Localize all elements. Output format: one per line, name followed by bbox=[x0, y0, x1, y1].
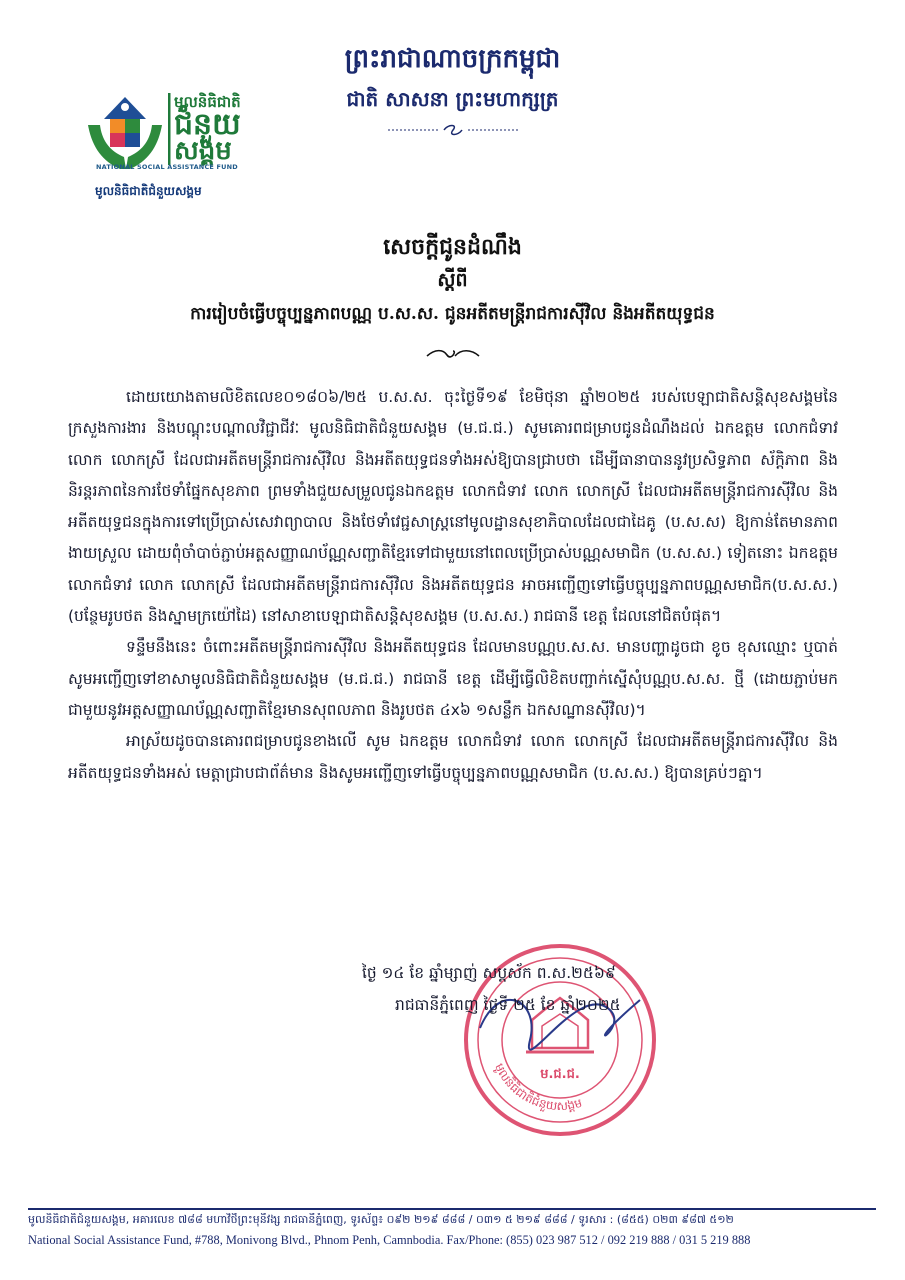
document-subject: ការរៀបចំធ្វើបច្ចុប្បន្នភាពបណ្ណ ប.ស.ស. ជូនអតីតមន្ត្រីរាជការស៊ីវិល និងអតីតយុទ្ធជន bbox=[190, 304, 715, 324]
notice-body bbox=[68, 382, 838, 789]
document-about-label: ស្តីពី bbox=[437, 269, 468, 291]
logo-khmer-name: មូលនិធិជាតិជំនួយសង្គម bbox=[95, 184, 202, 198]
document-title: សេចក្តីជូនដំណឹង bbox=[383, 234, 522, 260]
national-motto: ជាតិ សាសនា ព្រះមហាក្សត្រ bbox=[346, 87, 559, 111]
seal-abbrev: ម.ជ.ជ. bbox=[540, 1067, 580, 1082]
header-ornament-icon bbox=[388, 124, 518, 136]
body-paragraph: ដោយយោងតាមលិខិតលេខ០១៨០៦/២៥ ប.ស.ស. ចុះថ្ងៃទី១៩ ខែមិថុនា ឆ្នាំ២០២៥ របស់បេឡាជាតិសន្តិសុខសង្គមនៃក្រសួងការងារ និងបណ្តុះបណ្តាលវិជ្ជាជីវៈ មូលនិធិជាតិជំនួយសង្គម (ម.ជ.ជ.) សូមគោរពជម្រាបជូនដំណឹងដល់ ឯកឧត្តម លោកជំទាវ លោក លោកស្រី ដែលជាអតីតមន្ត្រីរាជការស៊ីវិល និងអតីតយុទ្ធជនទាំងអស់ឱ្យបានជ្រាបថា ដើម្បីធានាបាននូវប្រសិទ្ធភាព ស័ក្តិភាព និងនិរន្តរភាពនៃការថែទាំផ្នែកសុខភាព ព្រមទាំងជួយសម្រួលជូនឯកឧត្តម លោកជំទាវ លោក លោកស្រី ដែលជាអតីតមន្ត្រីរាជការស៊ីវិល និងអតីតយុទ្ធជនក្នុងការទៅប្រើប្រាស់សេវាព្យាបាល និងថែទាំវេជ្ជសាស្ត្រនៅមូលដ្ឋានសុខាភិបាលដែលជាដៃគូ (ប.ស.ស) ឱ្យកាន់តែមានភាពងាយស្រួល ដោយពុំចាំបាច់ភ្ជាប់អត្តសញ្ញាណប័ណ្ណសញ្ជាតិខ្មែរទៅជាមួយនៅពេលប្រើប្រាស់បណ្ណសមាជិក (ប.ស.ស.) ទៀតនោះ ឯកឧត្តម លោកជំទាវ លោក លោកស្រី ដែលជាអតីតមន្ត្រីរាជការស៊ីវិល និងអតីតយុទ្ធជន អាចអញ្ជើញទៅធ្វើបច្ចុប្បន្នភាពបណ្ណសមាជិក(ប.ស.ស.) (បន្ថែមរូបថត និងស្នាមក្រយ៉ៅដៃ) នៅសាខាបេឡាជាតិសន្តិសុខសង្គម (ប.ស.ស.) រាជធានី ខេត្ត ដែលនៅជិតបំផុត។ bbox=[68, 388, 838, 626]
title-ornament-icon bbox=[425, 347, 481, 361]
footer-address-english: National Social Assistance Fund, #788, Monivong Blvd., Phnom Penh, Camnbodia. Fax/Phone: (855) 023 987 512 / 092 219 888 / 031 5 219 888 bbox=[28, 1233, 751, 1247]
logo-text-line3: សង្គម bbox=[174, 136, 232, 166]
kingdom-header: ព្រះរាជាណាចក្រកម្ពុជា bbox=[344, 44, 561, 74]
solar-date: រាជធានីភ្នំពេញ ថ្ងៃទី ២៥ ខែ ឆ្នាំ២០២៥ bbox=[395, 996, 621, 1014]
body-paragraph: អាស្រ័យដូចបានគោរពជម្រាបជូនខាងលើ សូម ឯកឧត្តម លោកជំទាវ លោក លោកស្រី ដែលជាអតីតមន្ត្រីរាជការស៊ីវិល និងអតីតយុទ្ធជនទាំងអស់ មេត្តាជ្រាបជាព័ត៌មាន និងសូមអញ្ជើញទៅធ្វើបច្ចុប្បន្នភាពបណ្ណសមាជិក (ប.ស.ស.) ឱ្យបានគ្រប់ៗគ្នា។ bbox=[68, 732, 838, 782]
seal-ring-text: មូលនិធិជាតិជំនួយសង្គម bbox=[492, 1061, 584, 1114]
body-paragraph: ទន្ទឹមនឹងនេះ ចំពោះអតីតមន្ត្រីរាជការស៊ីវិល និងអតីតយុទ្ធជន ដែលមានបណ្ណប.ស.ស. មានបញ្ហាដូចជា ខូច ខុសឈ្មោះ ឬបាត់ សូមអញ្ជើញទៅខាសាមូលនិធិជាតិជំនួយសង្គម (ម.ជ.ជ.) រាជធានី ខេត្ត ដើម្បីធ្វើលិខិតបញ្ជាក់ស្នើសុំបណ្ណប.ស.ស. ថ្មី (ដោយភ្ជាប់មកជាមួយនូវអត្តសញ្ញាណប័ណ្ណសញ្ជាតិខ្មែរមានសុពលភាព និងរូបថត ៤x៦ ១សន្លឹក ឯកសណ្ឋានស៊ីវិល)។ bbox=[68, 638, 838, 719]
logo-text-line2: ជំនួយ bbox=[174, 107, 241, 142]
lunar-date: ថ្ងៃ ១៤ ខែ ឆ្នាំម្សាញ់ សប្តស័ក ព.ស.២៥៦៩ bbox=[362, 964, 616, 982]
logo-text-line1: មូលនិធិជាតិ bbox=[174, 93, 241, 111]
footer-divider bbox=[28, 1208, 876, 1210]
footer-address-khmer: មូលនិធិជាតិជំនួយសង្គម, អគារលេខ ៧៨៨ មហាវិថីព្រះមុនីវង្ស រាជធានីភ្នំពេញ, ទូរស័ព្ទ៖ ០៩២ ២១៩ ៨៨៨ / ០៣១ ៥ ២១៩ ៨៨៨ / ទូរសារ : (៨៥៥) ០២៣ ៩៨៧ ៥១២ bbox=[28, 1213, 734, 1226]
logo-english-name: NATIONAL SOCIAL ASSISTANCE FUND bbox=[96, 163, 238, 171]
